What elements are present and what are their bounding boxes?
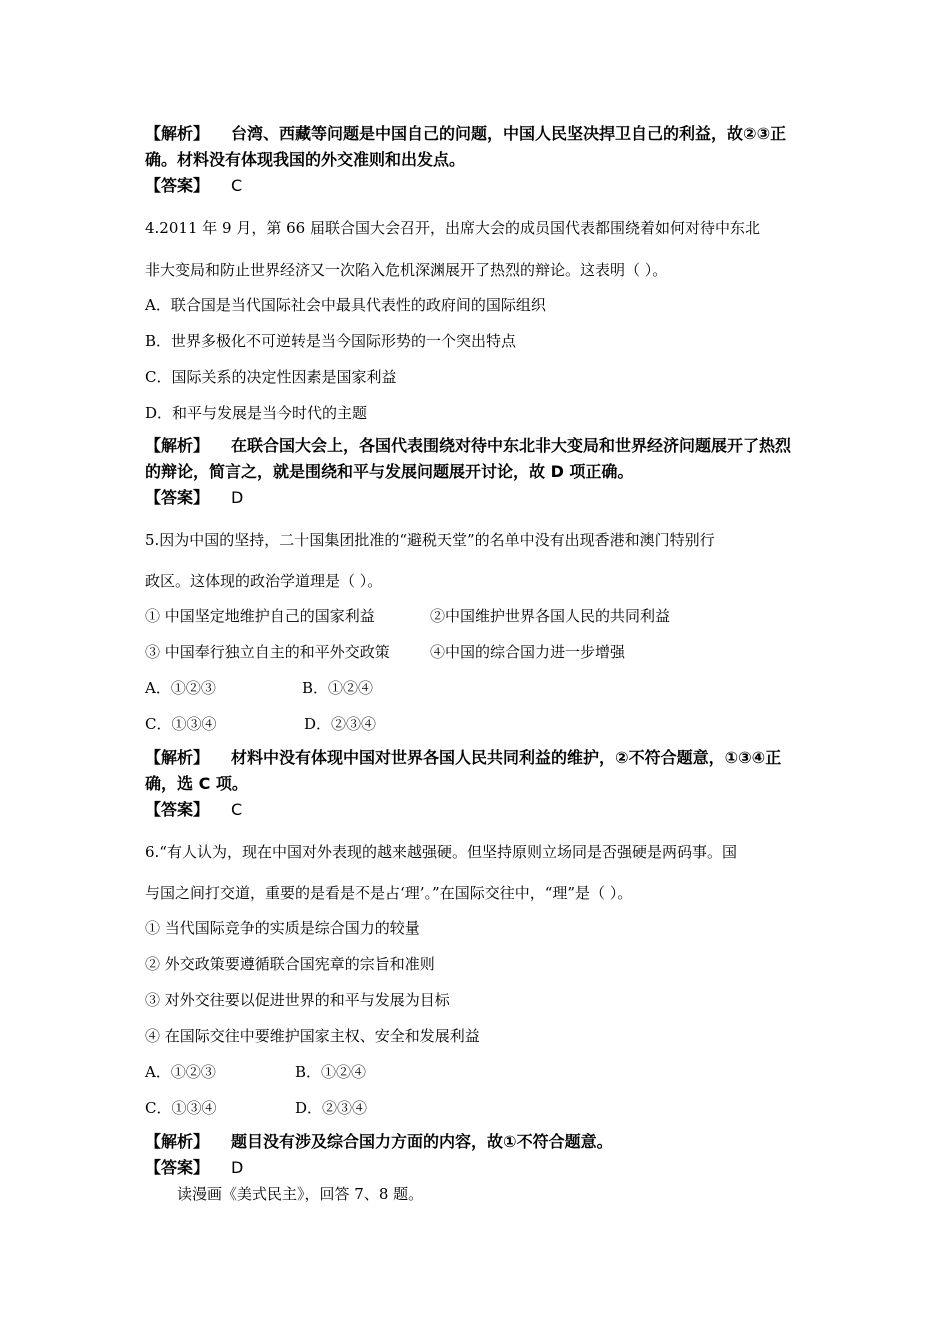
- q6-item2: ② 外交政策要遵循联合国宪章的宗旨和准则: [145, 955, 435, 973]
- analysis-tag: 【解析】: [145, 436, 210, 455]
- q5-option-a: A．①②③: [145, 679, 216, 697]
- next-intro: 读漫画《美式民主》，回答 7、8 题。: [177, 1185, 424, 1203]
- analysis-tag: 【解析】: [145, 748, 210, 767]
- q6-item3: ③ 对外交往要以促进世界的和平与发展为目标: [145, 991, 450, 1009]
- q4-option-a: A．联合国是当代国际社会中最具代表性的政府间的国际组织: [145, 296, 546, 314]
- answer-tag: 【答案】: [145, 176, 210, 195]
- q5-item2: ②中国维护世界各国人民的共同利益: [430, 607, 671, 625]
- q5-item4: ④中国的综合国力进一步增强: [430, 643, 626, 661]
- q5-options-row1: [145, 678, 374, 698]
- q5-answer: [145, 800, 242, 820]
- q5-options-row2: [145, 714, 377, 734]
- q6-options-row2: [145, 1098, 368, 1118]
- answer-value: C: [231, 176, 243, 195]
- q6-answer: [145, 1158, 243, 1178]
- answer-tag: 【答案】: [145, 1158, 210, 1177]
- q5-items-row1: [145, 606, 671, 626]
- q3-analysis-line2: 确。材料没有体现我国的外交准则和出发点。: [145, 150, 466, 169]
- q5-option-b: B．①②④: [302, 679, 374, 697]
- q5-stem-line2: 政区。这体现的政治学道理是（ ）。: [145, 572, 383, 590]
- analysis-text: 在联合国大会上，各国代表围绕对待中东北非大变局和世界经济问题展开了热烈: [231, 436, 792, 455]
- analysis-text: 材料中没有体现中国对世界各国人民共同利益的维护，②不符合题意，①③④正: [231, 748, 782, 767]
- answer-tag: 【答案】: [145, 800, 210, 819]
- q4-analysis-line1: [145, 436, 791, 456]
- q4-option-b: B．世界多极化不可逆转是当今国际形势的一个突出特点: [145, 332, 517, 350]
- q4-analysis-line2: 的辩论，简言之，就是围绕和平与发展问题展开讨论，故 D 项正确。: [145, 462, 634, 481]
- q5-item3: ③ 中国奉行独立自主的和平外交政策: [145, 643, 390, 661]
- analysis-tag: 【解析】: [145, 124, 210, 143]
- q6-item4: ④ 在国际交往中要维护国家主权、安全和发展利益: [145, 1027, 480, 1045]
- answer-tag: 【答案】: [145, 488, 210, 507]
- q6-analysis-line1: [145, 1132, 613, 1152]
- q4-answer: [145, 488, 243, 508]
- q5-items-row2: [145, 642, 626, 662]
- q3-answer: [145, 176, 242, 196]
- answer-value: D: [231, 488, 244, 507]
- q4-option-c: C．国际关系的决定性因素是国家利益: [145, 368, 397, 386]
- q4-option-d: D．和平与发展是当今时代的主题: [145, 404, 368, 422]
- q6-option-a: A．①②③: [145, 1063, 216, 1081]
- q5-stem-line1: 5.因为中国的坚持，二十国集团批准的“避税天堂”的名单中没有出现香港和澳门特别行: [145, 531, 715, 549]
- answer-value: C: [231, 800, 243, 819]
- q6-option-b: B．①②④: [295, 1063, 367, 1081]
- q6-stem-line2: 与国之间打交道，重要的是看是不是占‘理’。”在国际交往中，“理”是（ ）。: [145, 884, 633, 902]
- q5-option-c: C．①③④: [145, 715, 217, 733]
- analysis-text: 台湾、西藏等问题是中国自己的问题，中国人民坚决捍卫自己的利益，故②③正: [231, 124, 787, 143]
- q6-options-row1: [145, 1062, 367, 1082]
- analysis-text: 题目没有涉及综合国力方面的内容，故①不符合题意。: [231, 1132, 613, 1151]
- q6-item1: ① 当代国际竞争的实质是综合国力的较量: [145, 919, 420, 937]
- q5-analysis-line1: [145, 748, 781, 768]
- q5-option-d: D．②③④: [304, 715, 377, 733]
- analysis-tag: 【解析】: [145, 1132, 210, 1151]
- q5-item1: ① 中国坚定地维护自己的国家利益: [145, 607, 375, 625]
- q4-stem-line2: 非大变局和防止世界经济又一次陷入危机深渊展开了热烈的辩论。这表明（ ）。: [145, 261, 668, 279]
- answer-value: D: [231, 1158, 244, 1177]
- q5-analysis-line2: 确，选 C 项。: [145, 774, 248, 793]
- q6-option-d: D．②③④: [295, 1099, 368, 1117]
- q4-stem-line1: 4.2011 年 9 月，第 66 届联合国大会召开，出席大会的成员国代表都围绕着如何对待中东北: [145, 219, 760, 237]
- q6-option-c: C．①③④: [145, 1099, 217, 1117]
- q6-stem-line1: 6.“有人认为，现在中国对外表现的越来越强硬。但坚持原则立场同是否强硬是两码事。国: [145, 843, 737, 861]
- q3-analysis-line1: [145, 124, 786, 144]
